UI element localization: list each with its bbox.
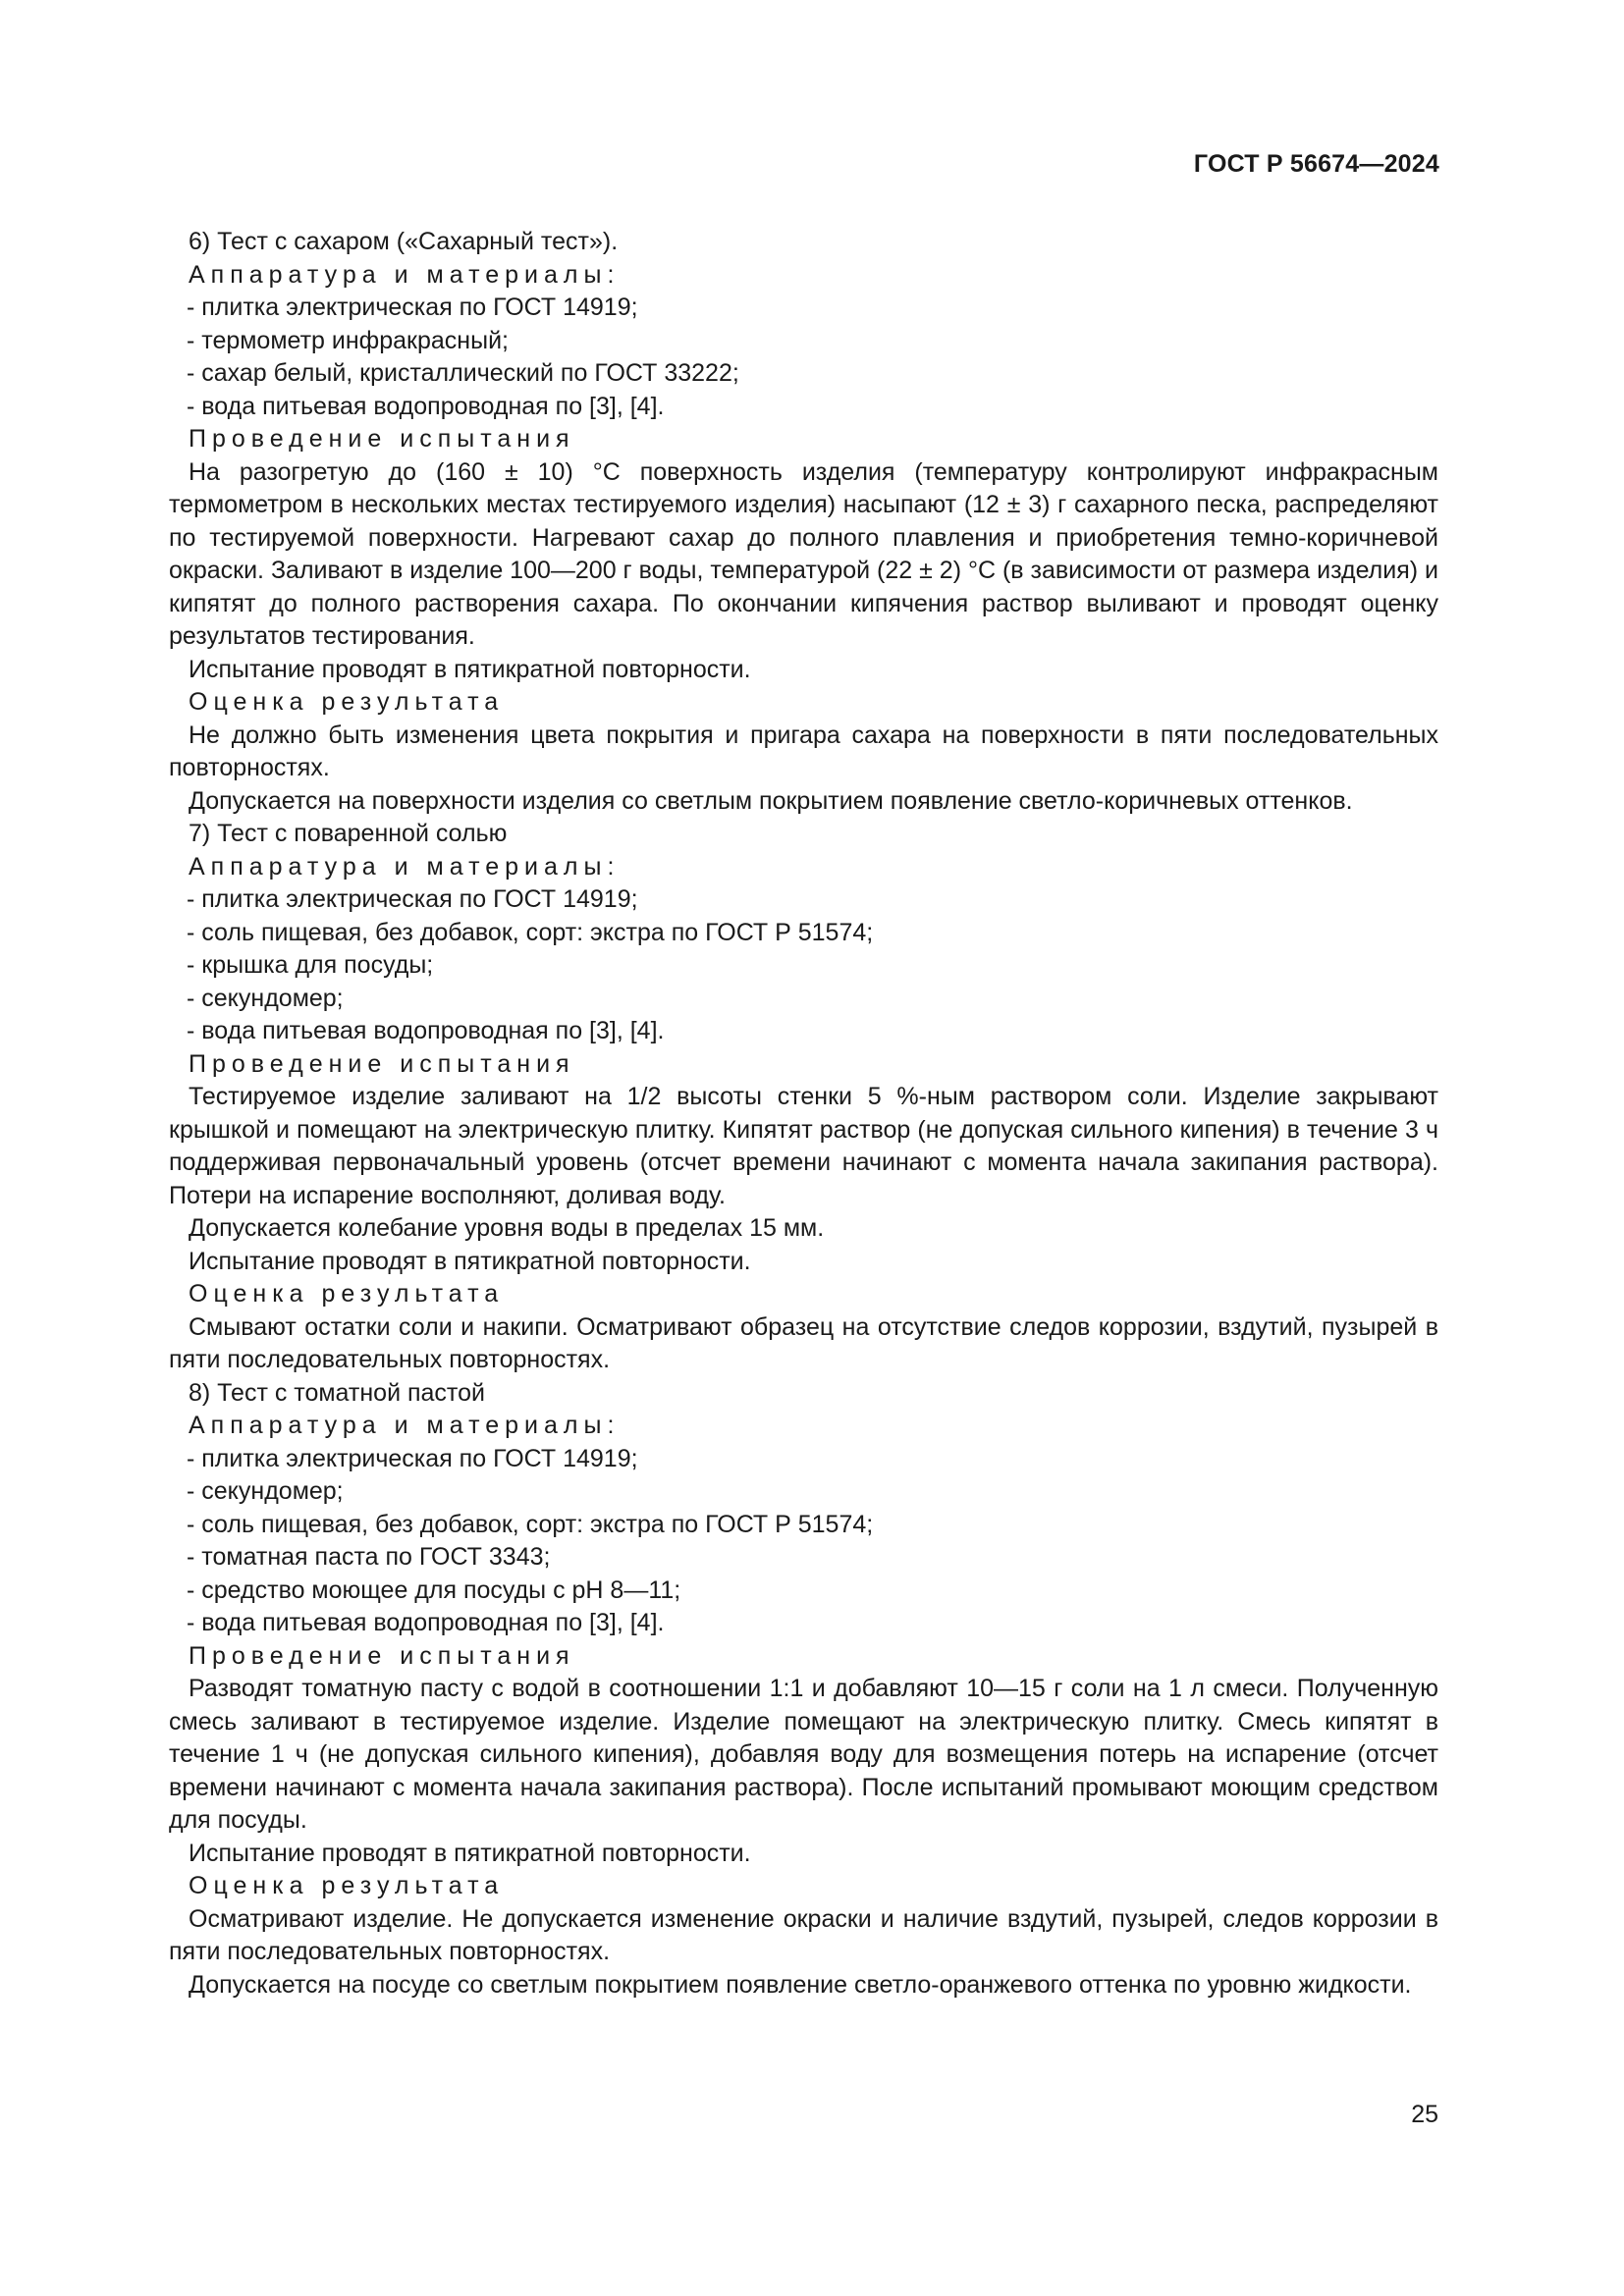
- section-6-procedure-heading: Проведение испытания: [189, 425, 575, 453]
- section-8-apparatus-item: - плитка электрическая по ГОСТ 14919;: [187, 1444, 638, 1472]
- section-7-tolerance-text: Допускается колебание уровня воды в пределах 15 мм.: [189, 1214, 825, 1242]
- section-7-result-heading: Оценка результата: [189, 1280, 505, 1308]
- section-8-result-heading: Оценка результата: [189, 1872, 505, 1899]
- section-8-procedure-heading: Проведение испытания: [189, 1641, 575, 1670]
- section-8-repeat-text: Испытание проводят в пятикратной повторности.: [189, 1839, 751, 1867]
- section-7-apparatus-item: - вода питьевая водопроводная по [3], [4].: [187, 1017, 665, 1044]
- section-6-result-text: Допускается на поверхности изделия со светлым покрытием появление светло-коричневых оттенков.: [189, 786, 1353, 815]
- page-number: 25: [1411, 2101, 1438, 2128]
- section-7-title: 7) Тест с поваренной солью: [189, 820, 508, 847]
- section-7-procedure-heading: Проведение испытания: [189, 1049, 575, 1078]
- section-7-procedure-text: Тестируемое изделие заливают на 1/2 высоты стенки 5 %-ным раствором соли. Изделие закрывают крышкой и помещают на электрическую плитку. Кипятят раствор (не допуская сильного кипения) в течение 3 ч поддерживая первоначальный уровень (отсчет времени начинают с момента начала закипания раствора). Потери на испарение восполняют, доливая воду.: [169, 1083, 1438, 1209]
- section-6-result-heading: Оценка результата: [189, 688, 505, 716]
- section-8-result-text: Допускается на посуде со светлым покрытием появление светло-оранжевого оттенка по уровню жидкости.: [189, 1970, 1412, 1999]
- section-8-result-text: Осматривают изделие. Не допускается изменение окраски и наличие вздутий, пузырей, следов коррозии в пяти последовательных повторностях.: [169, 1904, 1438, 1965]
- section-7-apparatus-item: - соль пищевая, без добавок, сорт: экстра по ГОСТ Р 51574;: [187, 918, 874, 946]
- section-7-apparatus-item: - плитка электрическая по ГОСТ 14919;: [187, 885, 638, 913]
- section-6-procedure-text: На разогретую до (160 ± 10) °С поверхность изделия (температуру контролируют инфракрасным термометром в нескольких местах тестируемого изделия) насыпают (12 ± 3) г сахарного песка, распределяют по тестируемой поверхности. Нагревают сахар до полного плавления и приобретения темно-коричневой окраски. Заливают в изделие 100—200 г воды, температурой (22 ± 2) °С (в зависимости от размера изделия) и кипятят до полного растворения сахара. По окончании кипячения раствор выливают и проводят оценку результатов тестирования.: [169, 457, 1438, 650]
- section-6-apparatus-heading: Аппаратура и материалы:: [189, 260, 621, 289]
- section-7-apparatus-heading: Аппаратура и материалы:: [189, 852, 621, 881]
- section-8-apparatus-item: - вода питьевая водопроводная по [3], [4].: [187, 1609, 665, 1636]
- section-6-repeat-text: Испытание проводят в пятикратной повторности.: [189, 655, 751, 683]
- section-7-repeat-text: Испытание проводят в пятикратной повторности.: [189, 1247, 751, 1275]
- section-6-result-text: Не должно быть изменения цвета покрытия и пригара сахара на поверхности в пяти последовательных повторностях.: [169, 721, 1438, 781]
- section-6-apparatus-item: - сахар белый, кристаллический по ГОСТ 33222;: [187, 359, 739, 387]
- section-8-apparatus-item: - томатная паста по ГОСТ 3343;: [187, 1543, 551, 1571]
- section-8-title: 8) Тест с томатной пастой: [189, 1378, 485, 1407]
- section-7-result-text: Смывают остатки соли и накипи. Осматривают образец на отсутствие следов коррозии, вздутий, пузырей в пяти последовательных повторностях.: [169, 1312, 1438, 1373]
- section-7-apparatus-item: - секундомер;: [187, 984, 344, 1012]
- section-8-apparatus-heading: Аппаратура и материалы:: [189, 1412, 621, 1439]
- section-8-procedure-text: Разводят томатную пасту с водой в соотношении 1:1 и добавляют 10—15 г соли на 1 л смеси. Полученную смесь заливают в тестируемое изделие. Изделие помещают на электрическую плитку. Смесь кипятят в течение 1 ч (не допуская сильного кипения), добавляя воду для возмещения потерь на испарение (отсчет времени начинают с момента начала закипания раствора). После испытаний промывают моющим средством для посуды.: [169, 1675, 1438, 1834]
- section-6-title: 6) Тест с сахаром («Сахарный тест»).: [189, 228, 619, 255]
- section-6-apparatus-item: - вода питьевая водопроводная по [3], [4].: [187, 392, 665, 420]
- section-7-apparatus-item: - крышка для посуды;: [187, 951, 434, 979]
- section-6-apparatus-item: - термометр инфракрасный;: [187, 326, 509, 354]
- section-6-apparatus-item: - плитка электрическая по ГОСТ 14919;: [187, 294, 638, 321]
- page-content: [169, 226, 1438, 2002]
- section-8-apparatus-item: - соль пищевая, без добавок, сорт: экстра по ГОСТ Р 51574;: [187, 1510, 874, 1538]
- section-8-apparatus-item: - средство моющее для посуды с рН 8—11;: [187, 1575, 681, 1604]
- section-8-apparatus-item: - секундомер;: [187, 1477, 344, 1505]
- document-id-header: ГОСТ Р 56674—2024: [1193, 150, 1439, 178]
